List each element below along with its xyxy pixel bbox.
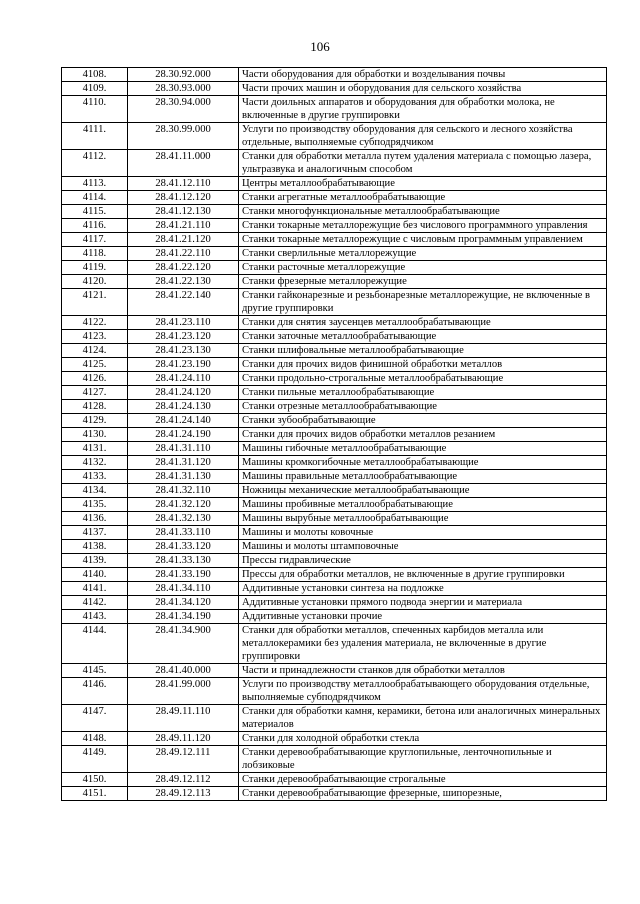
row-number-cell: 4127.: [62, 386, 128, 400]
name-cell: Центры металлообрабатывающие: [239, 177, 607, 191]
table-row: [62, 610, 607, 624]
code-cell: 28.41.40.000: [128, 664, 239, 678]
table-row: [62, 316, 607, 330]
code-cell: 28.30.93.000: [128, 82, 239, 96]
row-number-cell: 4137.: [62, 526, 128, 540]
table-row: [62, 177, 607, 191]
name-cell: Прессы для обработки металлов, не включенные в другие группировки: [239, 568, 607, 582]
row-number-cell: 4138.: [62, 540, 128, 554]
row-number-cell: 4139.: [62, 554, 128, 568]
name-cell: Станки для обработки металла путем удаления материала с помощью лазера, ультразвука и аналогичным способом: [239, 150, 607, 177]
name-cell: Услуги по производству оборудования для сельского и лесного хозяйства отдельные, выполняемые субподрядчиком: [239, 123, 607, 150]
row-number-cell: 4151.: [62, 787, 128, 801]
name-cell: Станки для обработки металлов, спеченных карбидов металла или металлокерамики без удаления материала, не включенные в другие группировки: [239, 624, 607, 664]
row-number-cell: 4148.: [62, 732, 128, 746]
row-number-cell: 4145.: [62, 664, 128, 678]
name-cell: Станки токарные металлорежущие без числового программного управления: [239, 219, 607, 233]
row-number-cell: 4121.: [62, 289, 128, 316]
table-row: [62, 596, 607, 610]
row-number-cell: 4130.: [62, 428, 128, 442]
table-row: [62, 484, 607, 498]
table-row: [62, 554, 607, 568]
code-cell: 28.41.31.110: [128, 442, 239, 456]
row-number-cell: 4140.: [62, 568, 128, 582]
name-cell: Станки токарные металлорежущие с числовым программным управлением: [239, 233, 607, 247]
row-number-cell: 4143.: [62, 610, 128, 624]
name-cell: Аддитивные установки прочие: [239, 610, 607, 624]
name-cell: Станки деревообрабатывающие фрезерные, шипорезные,: [239, 787, 607, 801]
row-number-cell: 4113.: [62, 177, 128, 191]
row-number-cell: 4129.: [62, 414, 128, 428]
table-row: [62, 540, 607, 554]
row-number-cell: 4116.: [62, 219, 128, 233]
code-cell: 28.41.23.190: [128, 358, 239, 372]
table-row: [62, 705, 607, 732]
name-cell: Станки для обработки камня, керамики, бетона или аналогичных минеральных материалов: [239, 705, 607, 732]
code-cell: 28.41.34.110: [128, 582, 239, 596]
name-cell: Станки шлифовальные металлообрабатывающие: [239, 344, 607, 358]
code-cell: 28.41.31.130: [128, 470, 239, 484]
name-cell: Станки деревообрабатывающие строгальные: [239, 773, 607, 787]
code-cell: 28.41.12.120: [128, 191, 239, 205]
table-row: [62, 261, 607, 275]
table-row: [62, 358, 607, 372]
table-row: [62, 568, 607, 582]
code-cell: 28.41.32.120: [128, 498, 239, 512]
table-row: [62, 678, 607, 705]
row-number-cell: 4119.: [62, 261, 128, 275]
table-row: [62, 664, 607, 678]
table-row: [62, 191, 607, 205]
code-cell: 28.41.31.120: [128, 456, 239, 470]
table-row: [62, 498, 607, 512]
table-row: [62, 205, 607, 219]
name-cell: Станки расточные металлорежущие: [239, 261, 607, 275]
code-cell: 28.41.32.130: [128, 512, 239, 526]
row-number-cell: 4149.: [62, 746, 128, 773]
code-cell: 28.41.23.130: [128, 344, 239, 358]
row-number-cell: 4128.: [62, 400, 128, 414]
name-cell: Станки отрезные металлообрабатывающие: [239, 400, 607, 414]
code-cell: 28.41.24.130: [128, 400, 239, 414]
name-cell: Станки зубообрабатывающие: [239, 414, 607, 428]
code-cell: 28.30.92.000: [128, 68, 239, 82]
table-row: [62, 624, 607, 664]
name-cell: Части и принадлежности станков для обработки металлов: [239, 664, 607, 678]
row-number-cell: 4142.: [62, 596, 128, 610]
code-cell: 28.41.24.120: [128, 386, 239, 400]
code-cell: 28.41.22.120: [128, 261, 239, 275]
table-row: [62, 330, 607, 344]
table-row: [62, 219, 607, 233]
table-row: [62, 372, 607, 386]
row-number-cell: 4141.: [62, 582, 128, 596]
row-number-cell: 4134.: [62, 484, 128, 498]
row-number-cell: 4124.: [62, 344, 128, 358]
name-cell: Аддитивные установки синтеза на подложке: [239, 582, 607, 596]
row-number-cell: 4109.: [62, 82, 128, 96]
name-cell: Станки фрезерные металлорежущие: [239, 275, 607, 289]
code-cell: 28.49.12.111: [128, 746, 239, 773]
code-cell: 28.41.21.120: [128, 233, 239, 247]
name-cell: Станки многофункциональные металлообрабатывающие: [239, 205, 607, 219]
table-row: [62, 582, 607, 596]
row-number-cell: 4136.: [62, 512, 128, 526]
table-row: [62, 512, 607, 526]
name-cell: Машины правильные металлообрабатывающие: [239, 470, 607, 484]
table-row: [62, 233, 607, 247]
table-row: [62, 386, 607, 400]
table-row: [62, 289, 607, 316]
code-cell: 28.41.23.120: [128, 330, 239, 344]
table-row: [62, 428, 607, 442]
code-cell: 28.30.99.000: [128, 123, 239, 150]
name-cell: Станки сверлильные металлорежущие: [239, 247, 607, 261]
code-cell: 28.41.12.110: [128, 177, 239, 191]
name-cell: Станки для прочих видов финишной обработки металлов: [239, 358, 607, 372]
name-cell: Прессы гидравлические: [239, 554, 607, 568]
code-cell: 28.41.33.130: [128, 554, 239, 568]
table-row: [62, 344, 607, 358]
code-cell: 28.41.24.140: [128, 414, 239, 428]
code-cell: 28.49.12.112: [128, 773, 239, 787]
name-cell: Станки деревообрабатывающие круглопильные, ленточнопильные и лобзиковые: [239, 746, 607, 773]
row-number-cell: 4110.: [62, 96, 128, 123]
row-number-cell: 4150.: [62, 773, 128, 787]
table-row: [62, 442, 607, 456]
code-cell: 28.41.21.110: [128, 219, 239, 233]
code-cell: 28.30.94.000: [128, 96, 239, 123]
row-number-cell: 4120.: [62, 275, 128, 289]
row-number-cell: 4132.: [62, 456, 128, 470]
row-number-cell: 4117.: [62, 233, 128, 247]
row-number-cell: 4112.: [62, 150, 128, 177]
row-number-cell: 4111.: [62, 123, 128, 150]
row-number-cell: 4125.: [62, 358, 128, 372]
name-cell: Станки гайконарезные и резьбонарезные металлорежущие, не включенные в другие группировки: [239, 289, 607, 316]
row-number-cell: 4135.: [62, 498, 128, 512]
code-cell: 28.41.33.110: [128, 526, 239, 540]
table-body: [62, 68, 607, 801]
row-number-cell: 4126.: [62, 372, 128, 386]
table-row: [62, 414, 607, 428]
code-cell: 28.41.34.900: [128, 624, 239, 664]
name-cell: Станки заточные металлообрабатывающие: [239, 330, 607, 344]
name-cell: Машины пробивные металлообрабатывающие: [239, 498, 607, 512]
code-cell: 28.41.33.190: [128, 568, 239, 582]
table-row: [62, 456, 607, 470]
code-cell: 28.49.11.110: [128, 705, 239, 732]
table-row: [62, 746, 607, 773]
table-row: [62, 96, 607, 123]
code-cell: 28.41.23.110: [128, 316, 239, 330]
name-cell: Части оборудования для обработки и возделывания почвы: [239, 68, 607, 82]
row-number-cell: 4147.: [62, 705, 128, 732]
code-cell: 28.41.99.000: [128, 678, 239, 705]
row-number-cell: 4122.: [62, 316, 128, 330]
table-row: [62, 732, 607, 746]
name-cell: Машины гибочные металлообрабатывающие: [239, 442, 607, 456]
name-cell: Станки для прочих видов обработки металлов резанием: [239, 428, 607, 442]
code-cell: 28.41.34.190: [128, 610, 239, 624]
table-row: [62, 68, 607, 82]
name-cell: Станки пильные металлообрабатывающие: [239, 386, 607, 400]
name-cell: Аддитивные установки прямого подвода энергии и материала: [239, 596, 607, 610]
code-cell: 28.41.22.130: [128, 275, 239, 289]
name-cell: Машины кромкогибочные металлообрабатывающие: [239, 456, 607, 470]
table-row: [62, 773, 607, 787]
table-row: [62, 123, 607, 150]
table-row: [62, 526, 607, 540]
code-cell: 28.41.12.130: [128, 205, 239, 219]
row-number-cell: 4144.: [62, 624, 128, 664]
name-cell: Станки продольно-строгальные металлообрабатывающие: [239, 372, 607, 386]
row-number-cell: 4133.: [62, 470, 128, 484]
name-cell: Части прочих машин и оборудования для сельского хозяйства: [239, 82, 607, 96]
name-cell: Ножницы механические металлообрабатывающие: [239, 484, 607, 498]
code-cell: 28.49.11.120: [128, 732, 239, 746]
code-cell: 28.41.32.110: [128, 484, 239, 498]
table-row: [62, 247, 607, 261]
table-row: [62, 400, 607, 414]
name-cell: Станки агрегатные металлообрабатывающие: [239, 191, 607, 205]
name-cell: Станки для холодной обработки стекла: [239, 732, 607, 746]
name-cell: Части доильных аппаратов и оборудования для обработки молока, не включенные в другие группировки: [239, 96, 607, 123]
name-cell: Машины вырубные металлообрабатывающие: [239, 512, 607, 526]
name-cell: Станки для снятия заусенцев металлообрабатывающие: [239, 316, 607, 330]
table-row: [62, 82, 607, 96]
table-row: [62, 275, 607, 289]
table-row: [62, 470, 607, 484]
code-cell: 28.41.11.000: [128, 150, 239, 177]
code-cell: 28.41.24.110: [128, 372, 239, 386]
page-number: 106: [310, 39, 330, 54]
table-row: [62, 150, 607, 177]
row-number-cell: 4115.: [62, 205, 128, 219]
name-cell: Машины и молоты штамповочные: [239, 540, 607, 554]
code-cell: 28.41.22.110: [128, 247, 239, 261]
row-number-cell: 4108.: [62, 68, 128, 82]
code-cell: 28.41.22.140: [128, 289, 239, 316]
row-number-cell: 4118.: [62, 247, 128, 261]
row-number-cell: 4123.: [62, 330, 128, 344]
row-number-cell: 4114.: [62, 191, 128, 205]
code-cell: 28.49.12.113: [128, 787, 239, 801]
table-row: [62, 787, 607, 801]
name-cell: Услуги по производству металлообрабатывающего оборудования отдельные, выполняемые субподрядчиком: [239, 678, 607, 705]
row-number-cell: 4131.: [62, 442, 128, 456]
code-cell: 28.41.24.190: [128, 428, 239, 442]
name-cell: Машины и молоты ковочные: [239, 526, 607, 540]
code-cell: 28.41.34.120: [128, 596, 239, 610]
code-cell: 28.41.33.120: [128, 540, 239, 554]
classification-table: [61, 67, 607, 801]
row-number-cell: 4146.: [62, 678, 128, 705]
